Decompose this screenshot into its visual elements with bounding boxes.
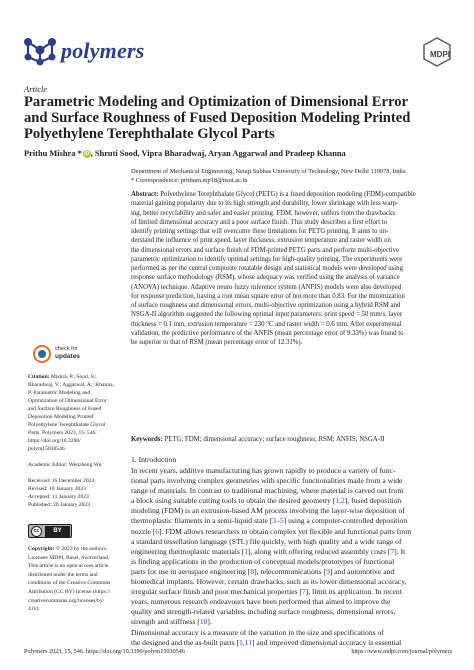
abstract-line: NSGA-II algorithm suggested the following optimal input parameters: print speed = 50 mm/s, layer	[131, 311, 403, 319]
reference-citation-link[interactable]: 10	[199, 617, 208, 627]
orcid-icon[interactable]: iD	[84, 151, 90, 158]
introduction-body	[131, 466, 454, 648]
citation-line: and Surface Roughness of Fused	[28, 406, 102, 412]
abstract-line: of surface roughness and dimensional errors, multi-objective optimization using a hybrid RSM and	[131, 302, 401, 310]
introduction-line	[131, 547, 454, 557]
introduction-line	[131, 607, 454, 617]
cc-by-license-badge[interactable]	[28, 524, 72, 538]
introduction-line	[131, 587, 454, 597]
article-type: Article	[24, 84, 48, 94]
citation-line: Optimization of Dimensional Error	[28, 398, 107, 404]
introduction-text: parts for use in aerospace engineering [	[131, 566, 251, 576]
introduction-text: Dimensional accuracy is a measure of the variation in the size and specifications of	[131, 627, 384, 637]
copyright-line: conditions of the Creative Commons	[28, 580, 111, 587]
date-accepted: Accepted: 11 January 2023	[28, 494, 89, 500]
reference-citation-link[interactable]: 1,11	[238, 637, 252, 647]
title-line: and Surface Roughness of Fused Deposition Modeling Printed	[24, 110, 411, 126]
introduction-text: ], fused deposition	[344, 496, 402, 506]
citation-line: Deposition Modeling Printed	[28, 414, 94, 420]
creative-commons-icon: cc	[31, 526, 42, 537]
abstract-line: the dimensional errors and surface finish of FDM-printed PETG parts and perform multi-objective	[131, 246, 400, 254]
reference-citation-link[interactable]: 9	[326, 566, 330, 576]
introduction-line	[131, 496, 454, 506]
license-link[interactable]: 4.0/).	[28, 606, 40, 613]
introduction-line	[131, 476, 454, 486]
introduction-text: irregular surface finish and poor mechanical properties [	[131, 587, 302, 597]
sidebar-citation	[28, 373, 120, 509]
publisher-name: MDPI	[430, 50, 450, 59]
citation-doi-link[interactable]: https://doi.org/10.3390/	[28, 438, 81, 444]
introduction-text: thermoplastic filaments in a semi-liquid state [	[131, 516, 273, 526]
introduction-line	[131, 628, 454, 638]
introduction-line	[131, 577, 454, 587]
introduction-line	[131, 537, 454, 547]
copyright-line: Licensee MDPI, Basel, Switzerland.	[28, 554, 110, 561]
introduction-text: range of materials. In contrast to traditional machining, where material is carved out from	[131, 486, 404, 496]
abstract-line: for response prediction, having a root mean square error of not more than 0.83. For the minimization	[131, 292, 405, 300]
introduction-text: modeling (FDM) is an extrusion-based AM process involving the layer-wise deposition of	[131, 506, 405, 516]
introduction-text: tional parts involving complex geometries with specific functionalities made from a wide	[131, 476, 403, 486]
abstract-line: identify printing settings that will overcome these limitations for PETG printing. It aims to un-	[131, 228, 389, 236]
reference-citation-link[interactable]: 1,2	[335, 496, 345, 506]
introduction-text: ] and automotive and	[329, 566, 395, 576]
date-published: Published: 20 January 2023	[28, 502, 90, 508]
citation-line: Parts. Polymers 2023, 15, 546.	[28, 430, 97, 436]
keywords	[131, 436, 385, 443]
keywords-label: Keywords:	[131, 436, 163, 443]
introduction-text: nozzle [	[131, 526, 156, 536]
introduction-text: In recent years, additive manufacturing has grown rapidly to produce a variety of func-	[131, 466, 396, 475]
introduction-text: a standard tessellation language (STL) file quickly, with high quality and a wide range of	[131, 536, 402, 546]
introduction-text: strength and stiffness [	[131, 617, 200, 627]
footer-journal-url[interactable]: https://www.mdpi.com/journal/polymers	[351, 648, 452, 655]
keywords-text: PETG; FDM; dimensional accuracy; surface roughness; RSM; ANFIS; NSGA-II	[162, 436, 385, 443]
introduction-text: ]. FDM allows researchers to obtain complex yet flexible and functional parts from	[159, 526, 412, 536]
introduction-text: biomedical implants. However, certain drawbacks, such as its lower dimensional accuracy,	[131, 577, 407, 587]
introduction-line	[131, 506, 454, 516]
introduction-text: quality and strength-related variables, including surface roughness, dimensional errors,	[131, 607, 396, 617]
other-authors: , Shruti Sood, Vipra Bharadwaj, Aryan Aggarwal and Pradeep Khanna	[90, 149, 346, 158]
check-for-updates-button[interactable]	[33, 343, 93, 367]
check-updates-icon	[33, 345, 51, 363]
citation-doi-link[interactable]: polym15030546	[28, 446, 65, 452]
introduction-text: ] using a computer-controlled deposition	[283, 516, 408, 526]
copyright-text: © 2023 by the authors.	[54, 546, 108, 552]
introduction-line	[131, 527, 454, 537]
introduction-line	[131, 597, 454, 607]
title-line: Parametric Modeling and Optimization of Dimensional Error	[24, 94, 408, 110]
license-link[interactable]: creativecommons.org/licenses/by/	[28, 597, 105, 604]
first-author[interactable]: Prithu Mishra *	[24, 149, 82, 158]
abstract-text: Polyethylene Terephthalate Glycol (PETG) is a fused deposition modeling (FDM)-compatible	[158, 191, 416, 198]
polymers-logo-icon	[22, 33, 58, 67]
check-updates-line: check for	[55, 346, 78, 352]
affiliation-department: Department of Mechanical Engineering, Netaji Subhas University of Technology, New Delhi 110078, India	[131, 168, 406, 175]
introduction-text: a block using suitable cutting tools to obtain the desired geometry [	[131, 496, 336, 506]
introduction-text: ].	[207, 617, 212, 627]
sidebar-copyright	[28, 545, 120, 614]
abstract-line: response surface methodology (RSM), whose adequacy was verified using the analysis of variance	[131, 274, 400, 282]
footer-citation[interactable]: Polymers 2023, 15, 546. https://doi.org/10.3390/polym15030546	[24, 648, 185, 655]
introduction-text: the designed and the as-built parts [	[131, 637, 239, 647]
reference-citation-link[interactable]: 7	[390, 546, 395, 556]
by-attribution-icon: BY	[45, 526, 70, 537]
citation-line	[28, 373, 120, 381]
introduction-line	[131, 617, 454, 627]
check-updates-line: updates	[55, 353, 80, 360]
academic-editor: Academic Editor: Wenzheng Wu	[28, 462, 102, 468]
introduction-line	[131, 466, 454, 476]
introduction-text: ], limit its application. In recent	[305, 587, 402, 597]
journal-name: polymers	[61, 38, 145, 63]
reference-citation-link[interactable]: 7	[302, 587, 306, 597]
section-heading-introduction: 1. Introduction	[131, 455, 177, 464]
abstract-label: Abstract:	[131, 191, 159, 198]
citation-label: Citation:	[28, 374, 50, 380]
abstract-line: thickness = 0.1 mm, extrusion temperature = 230 °C and raster width = 0.6 mm. After experimental	[131, 320, 402, 328]
introduction-text: engineering thermoplastic materials [	[131, 546, 245, 556]
introduction-text: is finding applications in the production of conceptual models/prototypes of functional	[131, 556, 395, 566]
abstract-line: material gaining popularity due to its high strength and durability, lower shrinkage with less warp-	[131, 200, 399, 208]
abstract-line: of limited dimensional accuracy and a poor surface finish. This study describes a first effort to	[131, 218, 388, 226]
reference-citation-link[interactable]: 6	[155, 526, 160, 536]
abstract-line: performed as per the central composite rotatable design and statistical models were developed using	[131, 265, 403, 273]
reference-citation-link[interactable]: 3–5	[272, 516, 284, 526]
title-line: Polyethylene Terephthalate Glycol Parts	[24, 126, 275, 142]
introduction-line	[131, 516, 454, 526]
abstract-line: derstand the influence of print speed, layer thickness, extrusion temperature and raster width on	[131, 237, 391, 245]
copyright-line: Attribution (CC BY) license (https://	[28, 588, 111, 595]
date-received: Received: 16 December 2022	[28, 478, 95, 484]
introduction-text: ]. It	[394, 546, 406, 556]
introduction-text: ], telecommunications [	[254, 566, 327, 576]
reference-citation-link[interactable]: 8	[250, 566, 255, 576]
introduction-line	[131, 638, 454, 648]
introduction-text: ], along with offering reduced assembly costs [	[248, 546, 391, 556]
copyright-line: This article is an open access article	[28, 563, 109, 570]
affiliation	[131, 167, 406, 185]
citation-line: Bharadwaj, V.; Aggarwal, A.; Khanna,	[28, 382, 115, 388]
correspondence-email[interactable]: * Correspondence: prithum.mp18@nsut.ac.in	[131, 177, 248, 184]
reference-citation-link[interactable]: 1	[244, 546, 249, 556]
abstract-line: ing, better recyclability and safer and easier printing. FDM, however, suffers from the drawbacks	[131, 209, 396, 217]
author-list	[24, 149, 346, 158]
paper-title	[24, 94, 454, 142]
copyright-label: Copyright:	[28, 546, 55, 552]
date-revised: Revised: 10 January 2023	[28, 486, 86, 492]
abstract	[131, 190, 454, 348]
abstract-line: (ANOVA) technique. Adaptive neuro fuzzy inference system (ANFIS) models were also developed	[131, 283, 402, 291]
introduction-text: ] and improved dimensional accuracy is essential	[252, 637, 402, 647]
check-updates-label	[55, 346, 80, 360]
copyright-line: distributed under the terms and	[28, 571, 98, 578]
introduction-line	[131, 567, 454, 577]
introduction-line	[131, 557, 454, 567]
abstract-line: parametric optimization to identify optimal settings for high-quality printing. The experiments were	[131, 255, 403, 263]
abstract-line: be superior to that of RSM (mean percentage error of 12.31%).	[131, 339, 303, 347]
citation-line: Polyethylene Terephthalate Glycol	[28, 422, 106, 428]
copyright-line	[28, 545, 120, 554]
introduction-text: years, numerous research endeavours have been performed that aimed to improve the	[131, 597, 391, 607]
abstract-line: validation, the predictive performance of the ANFIS (mean percentage error of 9.33%) was found to	[131, 329, 404, 337]
abstract-line	[131, 190, 454, 199]
introduction-line	[131, 486, 454, 496]
citation-text: Mishra, P.; Sood, S.;	[49, 374, 97, 380]
citation-line: P. Parametric Modeling and	[28, 390, 91, 396]
